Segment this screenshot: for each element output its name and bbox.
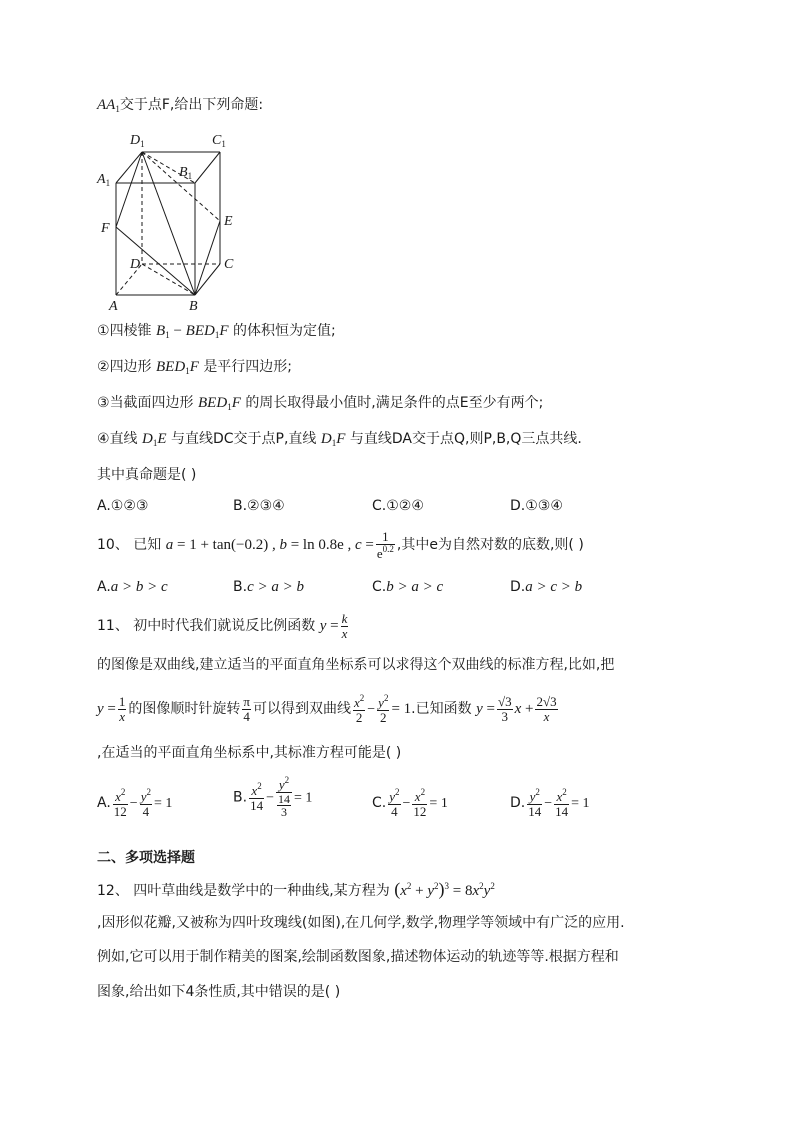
q9-option-c: C.①②④ bbox=[372, 498, 424, 514]
label-B1: $B_1$ bbox=[179, 165, 193, 181]
intro-line bbox=[97, 98, 263, 114]
q9-option-a: A.①②③ bbox=[97, 498, 149, 514]
edge-F-B bbox=[116, 227, 195, 295]
label-A1: $A_1$ bbox=[97, 172, 111, 188]
edge-B-C bbox=[195, 264, 220, 295]
label-D: D bbox=[130, 257, 141, 272]
q10-option-b: B.c > a > b bbox=[233, 579, 304, 595]
math-pyramid: $B_1 - BED_1F$ bbox=[156, 323, 229, 340]
proposition-3: ③当截面四边形 $BED_1F$ 的周长取得最小值时,满足条件的点E至少有两个; bbox=[97, 395, 544, 412]
q12-stem-3: 例如,它可以用于制作精美的图案,绘制函数图象,描述物体运动的轨迹等等.根据方程和 bbox=[97, 949, 619, 965]
cube-figure bbox=[95, 128, 245, 313]
label-A: A bbox=[109, 299, 118, 313]
proposition-2: ②四边形 $BED_1F$ 是平行四边形; bbox=[97, 359, 293, 376]
q11-option-d: D. $\frac{y^2}{14}$ − $\frac{x^2}{14}$ = 1 bbox=[510, 786, 590, 819]
q10-option-c: C.b > a > c bbox=[372, 579, 444, 595]
math-D1F: $D_1F$ bbox=[320, 431, 346, 448]
q12-stem-1: 12、 四叶草曲线是数学中的一种曲线,某方程为 $(x^2 + y^2)^3 = 8x^2y^2$ bbox=[97, 879, 495, 899]
q10-option-d: D.a > c > b bbox=[510, 579, 583, 595]
edge-A1-D1 bbox=[116, 152, 142, 183]
q11-option-a: A. $\frac{x^2}{12}$ − $\frac{y^2}{4}$ = 1 bbox=[97, 786, 173, 819]
intro-math: $AA_1$ bbox=[97, 97, 120, 114]
math-quad-2: $BED_1F$ bbox=[156, 359, 199, 376]
q10-option-a: A.a > b > c bbox=[97, 579, 168, 595]
q11-stem-1: 11、 初中时代我们就说反比例函数 y = $\frac{k}{x}$ bbox=[97, 610, 348, 641]
math-quad-3: $BED_1F$ bbox=[198, 395, 241, 412]
proposition-4: ④直线 $D_1E$ 与直线DC交于点P,直线 $D_1F$ 与直线DA交于点Q,则P,B,Q三点共线. bbox=[97, 431, 582, 448]
q11-stem-4: ,在适当的平面直角坐标系中,其标准方程可能是( ) bbox=[97, 745, 402, 761]
q12-stem-2: ,因形似花瓣,又被称为四叶玫瑰线(如图),在几何学,数学,物理学等领域中有广泛的应用. bbox=[97, 915, 625, 931]
q11-stem-2: 的图像是双曲线,建立适当的平面直角坐标系可以求得这个双曲线的标准方程,比如,把 bbox=[97, 657, 615, 673]
q10-frac: $\frac{1}{e^{0.2}}$ bbox=[376, 529, 394, 561]
q12-equation: $(x^2 + y^2)^3 = 8x^2y^2$ bbox=[394, 879, 495, 899]
q9-prompt: 其中真命题是( ) bbox=[97, 467, 197, 483]
edge-D1-F bbox=[116, 152, 142, 227]
q12-stem-4: 图象,给出如下4条性质,其中错误的是( ) bbox=[97, 984, 341, 1000]
label-C1: $C_1$ bbox=[212, 133, 226, 149]
q10-math: a = 1 + tan(−0.2) , b = ln 0.8e , c = bbox=[165, 537, 374, 554]
proposition-1: ①四棱锥 $B_1 - BED_1F$ 的体积恒为定值; bbox=[97, 323, 336, 340]
section-heading: 二、多项选择题 bbox=[97, 850, 195, 866]
label-D1: $D_1$ bbox=[130, 133, 145, 149]
q10-stem: 10、 已知 a = 1 + tan(−0.2) , b = ln 0.8e , c = $\frac{1}{e^{0.2}}$ ,其中e为自然对数的底数,则( ) bbox=[97, 529, 584, 561]
label-E: E bbox=[224, 214, 233, 229]
q11-option-c: C. $\frac{y^2}{4}$ − $\frac{x^2}{12}$ = 1 bbox=[372, 786, 448, 819]
q9-option-d: D.①③④ bbox=[510, 498, 563, 514]
label-F: F bbox=[101, 221, 110, 236]
math-D1E: $D_1E$ bbox=[142, 431, 167, 448]
label-C: C bbox=[224, 257, 234, 272]
edge-E-B bbox=[195, 221, 220, 295]
q9-option-b: B.②③④ bbox=[233, 498, 285, 514]
q11-stem-3: y = $\frac{1}{x}$ 的图像顺时针旋转 $\frac{\pi}{4}$ 可以得到双曲线 $\frac{x^2}{2}$ − $\frac{y^2}{2}$ = 1.已知函数 y = $\frac{√3}{3}$ x + $\frac{2√3}{x}$ bbox=[97, 692, 557, 725]
q11-option-b: B. $\frac{x^2}{14}$ − $y^2$ 14 3 = 1 bbox=[233, 775, 313, 820]
intro-text: 交于点F,给出下列命题: bbox=[119, 97, 264, 113]
edge-D1-E bbox=[142, 152, 220, 221]
edge-B1-C1 bbox=[195, 152, 220, 183]
edge-D-B bbox=[142, 264, 195, 295]
label-B: B bbox=[189, 299, 198, 313]
